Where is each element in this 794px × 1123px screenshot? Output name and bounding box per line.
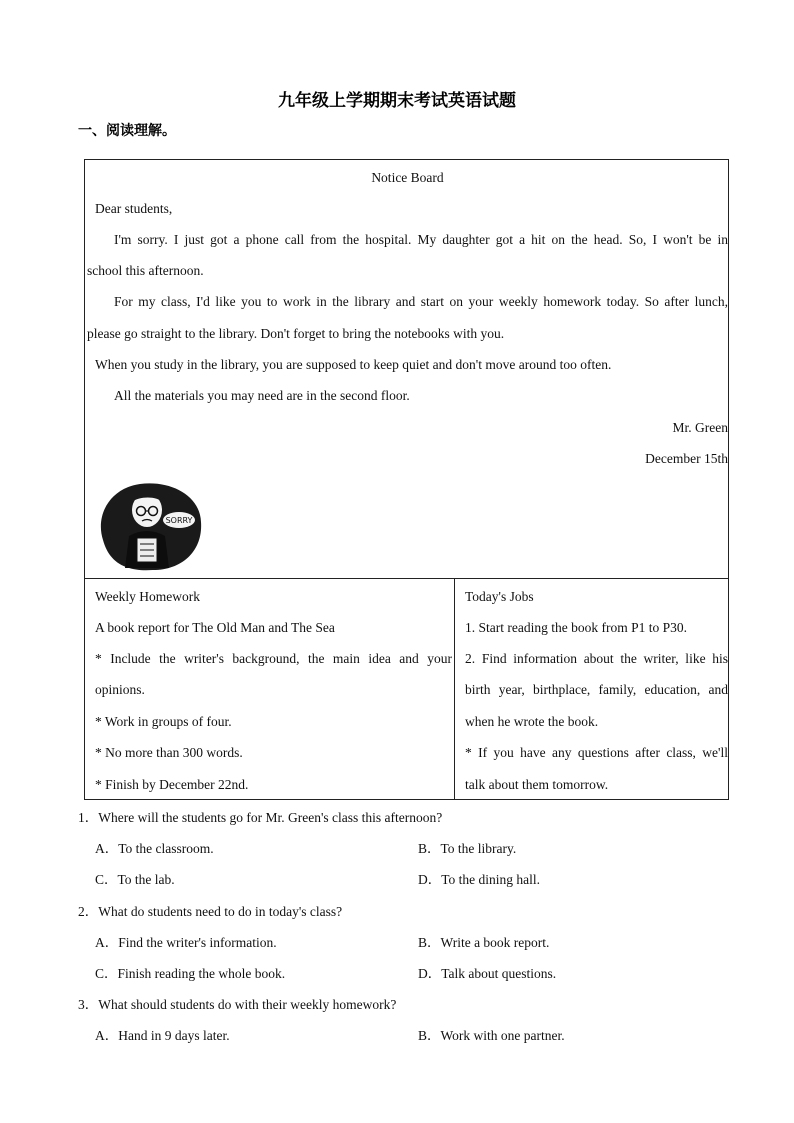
notice-p1-line1: I'm sorry. I just got a phone call from the hospital. My daughter got a hit on the head. So, I won't be in: [114, 232, 728, 247]
notice-p2-line1: For my class, I'd like you to work in the library and start on your weekly homework today. So after lunch,: [114, 294, 728, 309]
weekly-line4: * No more than 300 words.: [95, 745, 243, 760]
weekly-line2a: * Include the writer's background, the main idea and your: [95, 651, 452, 666]
jobs-line2c: when he wrote the book.: [465, 714, 599, 729]
notice-board: [84, 159, 729, 800]
notice-p4: All the materials you may need are in the second floor.: [114, 388, 410, 403]
jobs-heading: Today's Jobs: [465, 589, 534, 604]
notice-date: December 15th: [645, 451, 728, 466]
weekly-line5: * Finish by December 22nd.: [95, 777, 249, 792]
notice-p3: When you study in the library, you are supposed to keep quiet and don't move around too often.: [95, 357, 612, 372]
jobs-line1: 1. Start reading the book from P1 to P30.: [465, 620, 687, 635]
notice-greeting: Dear students,: [95, 201, 173, 216]
question-1-option-c[interactable]: C．To the lab.: [95, 872, 175, 887]
question-2-option-d[interactable]: D．Talk about questions.: [418, 966, 557, 981]
jobs-line2a: 2. Find information about the writer, like his: [465, 651, 728, 666]
notice-signature: Mr. Green: [672, 420, 728, 435]
question-2-option-b[interactable]: B．Write a book report.: [418, 935, 550, 950]
page-title: 九年级上学期期末考试英语试题: [278, 91, 516, 111]
question-3-option-a[interactable]: A．Hand in 9 days later.: [95, 1028, 230, 1043]
notice-divider: [85, 578, 728, 579]
question-2-option-a[interactable]: A．Find the writer's information.: [95, 935, 277, 950]
weekly-heading: Weekly Homework: [95, 589, 201, 604]
question-3-stem: 3．What should students do with their weekly homework?: [78, 997, 397, 1012]
question-1-option-a[interactable]: A．To the classroom.: [95, 841, 214, 856]
question-1-option-b[interactable]: B．To the library.: [418, 841, 517, 856]
weekly-line1: A book report for The Old Man and The Sea: [95, 620, 335, 635]
notice-heading: Notice Board: [371, 170, 444, 185]
weekly-line2b: opinions.: [95, 682, 145, 697]
section-heading: 一、阅读理解。: [78, 123, 176, 139]
question-3-option-b[interactable]: B．Work with one partner.: [418, 1028, 565, 1043]
question-2-stem: 2．What do students need to do in today's class?: [78, 904, 343, 919]
cartoon-sign-text: SORRY: [165, 516, 193, 525]
notice-p2-line2: please go straight to the library. Don't forget to bring the notebooks with you.: [87, 326, 505, 341]
teacher-cartoon-image: [95, 480, 205, 572]
jobs-line3b: talk about them tomorrow.: [465, 777, 609, 792]
notice-p1-line2: school this afternoon.: [87, 263, 204, 278]
jobs-line2b: birth year, birthplace, family, education, and: [465, 682, 728, 697]
question-1-option-d[interactable]: D．To the dining hall.: [418, 872, 541, 887]
jobs-line3a: * If you have any questions after class, we'll: [465, 745, 728, 760]
weekly-line3: * Work in groups of four.: [95, 714, 232, 729]
question-1-stem: 1．Where will the students go for Mr. Green's class this afternoon?: [78, 810, 443, 825]
question-2-option-c[interactable]: C．Finish reading the whole book.: [95, 966, 286, 981]
column-divider: [454, 578, 455, 799]
